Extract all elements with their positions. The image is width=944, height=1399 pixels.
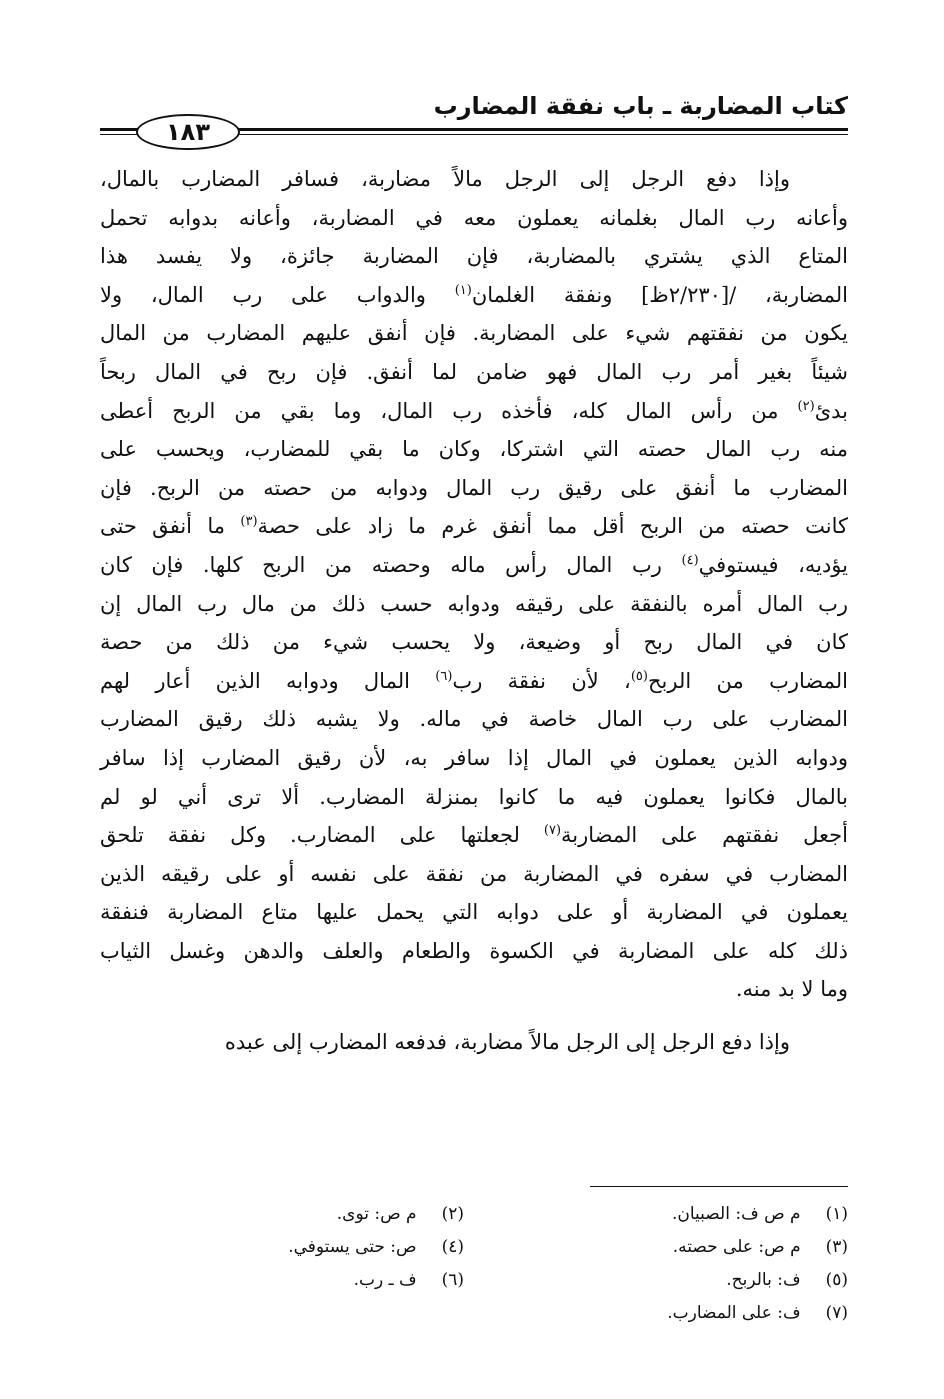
page-header [100, 84, 848, 150]
footnote-rule [590, 1186, 848, 1187]
footnotes-left-column [214, 1198, 464, 1297]
text-line: المضارب على رب المال خاصة في ماله. ولا يشبه ذلك رقيق المضارب [100, 707, 848, 732]
text-line: المضاربة، /[٢/٢٣٠ظ] ونفقة الغلمان$^{(١)}$ والدواب على رب المال، ولا [100, 282, 848, 307]
text-line: شيئاً بغير أمر رب المال فهو ضامن لما أنفق. فإن ربح في المال ربحاً [100, 359, 848, 384]
footnote-mark: (٥) [630, 668, 648, 684]
text-line: المتاع الذي يشتري بالمضاربة، فإن المضاربة جائزة، ولا يفسد هذا [100, 244, 848, 269]
footnote: (٣) م ص: على حصته. [672, 1237, 848, 1257]
footnote: (٢) م ص: توى. [336, 1204, 464, 1224]
text-line: المضارب ما أنفق على رقيق رب المال ودوابه من حصته من الربح. فإن [100, 475, 848, 500]
text-line: كان في المال ربح أو وضيعة، ولا يحسب شيء من ذلك من حصة [100, 630, 848, 655]
running-title: كتاب المضاربة ـ باب نفقة المضارب [433, 92, 848, 120]
manuscript-ref: /[٢/٢٣٠ظ] [641, 282, 737, 307]
text-line: يعملون في المضاربة أو على دوابه التي يحمل عليها متاع المضاربة فنفقة [100, 900, 848, 925]
footnote-mark: (٢) [797, 398, 815, 414]
footnote-mark: (١) [454, 282, 472, 298]
text-line: ودوابه الذين يعملون في المال إذا سافر به، لأن رقيق المضارب إذا سافر [100, 745, 848, 770]
footnote: (٤) ص: حتى يستوفي. [288, 1237, 464, 1257]
footnote-mark: (٤) [681, 552, 699, 568]
footnote-mark: (٣) [240, 514, 258, 530]
text-line: أجعل نفقتهم على المضاربة$^{(٧)}$ لجعلتها على المضارب. وكل نفقة تلحق [100, 823, 848, 848]
text-line: المضارب في سفره في المضاربة من نفقة على نفسه أو على رقيقه الذين [100, 861, 848, 886]
page-number: ١٨٣ [166, 118, 210, 146]
main-text [100, 160, 848, 1062]
text-line: منه رب المال حصته التي اشتركا، وكان ما بقي للمضارب، ويحسب على [100, 437, 848, 462]
footnote: (٦) ف ـ رب. [353, 1270, 464, 1290]
footnote-mark: (٦) [435, 668, 453, 684]
footnote: (١) م ص ف: الصبيان. [671, 1204, 848, 1224]
text-line: ذلك كله على المضاربة في الكسوة والطعام والعلف والدهن وغسل الثياب [100, 938, 848, 963]
text-line: بالمال فكانوا يعملون فيه ما كانوا بمنزلة المضارب. ألا ترى أني لو لم [100, 784, 848, 809]
text-line: المضارب من الربح$^{(٥)}$، لأن نفقة رب$^{(٦)}$ المال ودوابه الذين أعار لهم [100, 668, 848, 693]
paragraph-gap [100, 1009, 848, 1023]
text-line: وإذا دفع الرجل إلى الرجل مالاً مضاربة، فسافر المضارب بالمال، [100, 167, 790, 191]
text-line: وما لا بد منه. [735, 977, 848, 1002]
footnote: (٧) ف: على المضارب. [667, 1303, 848, 1323]
text-line: وأعانه رب المال بغلمانه يعملون معه في المضاربة، وأعانه بدوابه تحمل [100, 205, 848, 230]
text-line: يؤديه، فيستوفي$^{(٤)}$ رب المال رأس ماله وحصته من الربح كلها. فإن كان [100, 552, 848, 577]
page-number-frame [136, 114, 240, 150]
text-line: رب المال أمره بالنفقة على رقيقه ودوابه حسب ذلك من مال رب المال إن [100, 591, 848, 616]
text-line: يكون من نفقتهم شيء على المضاربة. فإن أنفق عليهم المضارب من المال [100, 321, 848, 346]
footnotes-right-column [598, 1198, 848, 1330]
footnote: (٥) ف: بالربح. [726, 1270, 848, 1290]
text-line: كانت حصته من الربح أقل مما أنفق غرم ما زاد على حصة$^{(٣)}$ ما أنفق حتى [100, 514, 848, 539]
footnote-mark: (٧) [543, 823, 562, 839]
text-line: وإذا دفع الرجل إلى الرجل مالاً مضاربة، فدفعه المضارب إلى عبده [224, 1030, 790, 1055]
text-line: بدئ$^{(٢)}$ من رأس المال كله، فأخذه رب المال، وما بقي من الربح أعطى [100, 398, 848, 423]
